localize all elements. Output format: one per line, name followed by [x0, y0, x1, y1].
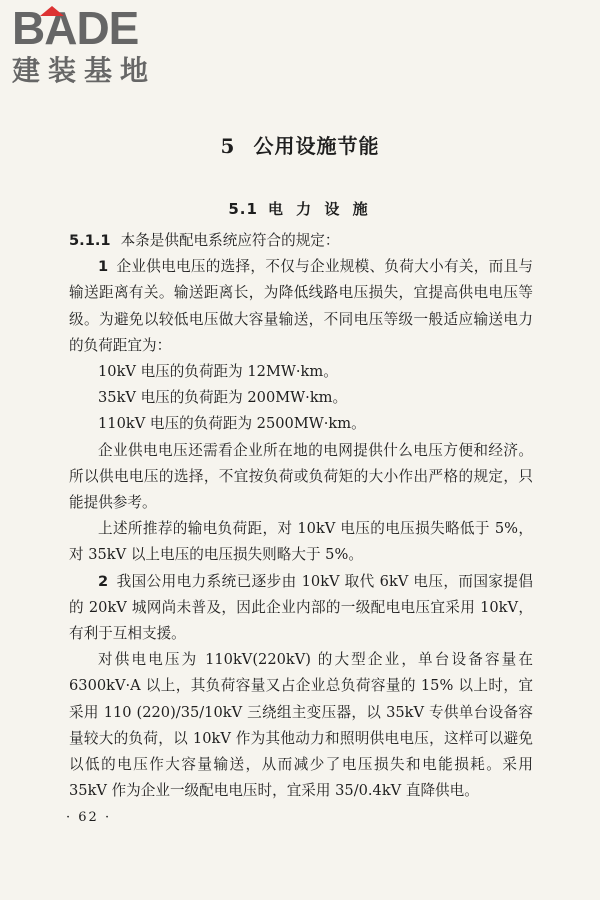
paragraph-text: 上述所推荐的输电负荷距，对 10kV 电压的电压损失略低于 5%，对 35kV 以上电压的电压损失则略大于 5%。: [69, 520, 533, 564]
logo-roof-icon: [40, 6, 64, 16]
clause-number: 5.1.1: [69, 232, 111, 249]
paragraph: [69, 254, 533, 359]
section-number: 5.1: [228, 200, 258, 218]
section-title-text: 电 力 设 施: [267, 200, 372, 218]
logo: [12, 4, 182, 88]
document-body: [69, 228, 533, 804]
paragraph-text: 企业供电电压还需看企业所在地的电网提供什么电压方便和经济。所以供电电压的选择，不宜按负荷或负荷矩的大小作出严格的规定，只能提供参考。: [69, 441, 533, 512]
page-number: · 62 ·: [66, 810, 112, 825]
clause-heading: [69, 228, 533, 254]
paragraph-text: 110kV 电压的负荷距为 2500MW·km。: [98, 415, 366, 433]
paragraph-text: 35kV 电压的负荷距为 200MW·km。: [98, 389, 348, 407]
paragraph: [69, 647, 533, 804]
paragraph: [69, 569, 533, 648]
chapter-number: 5: [220, 134, 236, 158]
paragraph-text: 10kV 电压的负荷距为 12MW·km。: [98, 363, 338, 381]
item-number: 2: [98, 572, 109, 590]
paragraph-text: 对供电电压为 110kV(220kV) 的大型企业，单台设备容量在 6300kV·A 以上，其负荷容量又占企业总负荷容量的 15% 以上时，宜采用 110 (220)/35/10kV 三绕组主变压器，以 35kV 专供单台设备容量较大的负荷，以 10kV 作为其他动力和照明供电电压，这样可以避免以低的电压作大容量输送，从而减少了电压损失和电能损耗。采用 35kV 作为企业一级配电电压时，宜采用 35/0.4kV 直降供电。: [69, 651, 533, 800]
logo-wordmark: BADE: [12, 2, 139, 54]
paragraph-text: 企业供电电压的选择，不仅与企业规模、负荷大小有关，而且与输送距离有关。输送距离长，为降低线路电压损失，宜提高供电电压等级。为避免以较低电压做大容量输送，不同电压等级一般适应输送电力的负荷距宜为：: [69, 258, 533, 354]
clause-text: 本条是供配电系统应符合的规定：: [120, 232, 340, 249]
paragraph: [69, 516, 533, 568]
item-number: 1: [98, 258, 109, 276]
chapter-title-text: 公用设施节能: [253, 134, 380, 158]
paragraph-text: 我国公用电力系统已逐步由 10kV 取代 6kV 电压，而国家提倡的 20kV 城网尚未普及，因此企业内部的一级配电电压宜采用 10kV，有利于互相支援。: [69, 572, 533, 643]
paragraph: [69, 385, 533, 411]
paragraph: [69, 411, 533, 437]
chapter-title: [0, 130, 600, 159]
paragraph: [69, 438, 533, 517]
paragraph: [69, 359, 533, 385]
section-title: [0, 198, 600, 219]
logo-subtitle: 建装基地: [12, 54, 157, 87]
